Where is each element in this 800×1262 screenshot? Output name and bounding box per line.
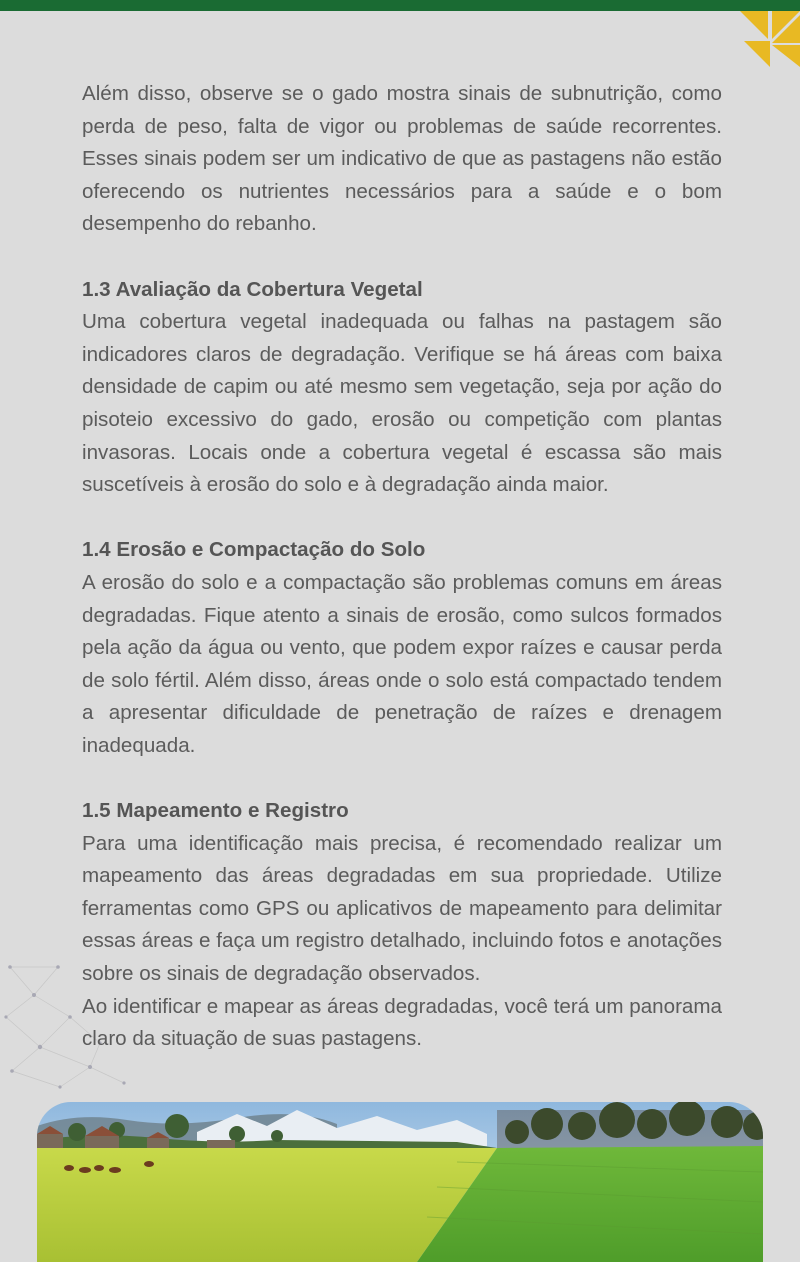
- section-heading-1-3: 1.3 Avaliação da Cobertura Vegetal: [82, 277, 423, 301]
- top-green-bar: [0, 0, 800, 11]
- article-body: [82, 78, 722, 1056]
- section-paragraph-1-5-closing: Ao identificar e mapear as áreas degradadas, você terá um panorama claro da situação de suas pastagens.: [82, 994, 722, 1051]
- yellow-triangles-icon: [740, 11, 800, 67]
- section-paragraph-1-4: A erosão do solo e a compactação são problemas comuns em áreas degradadas. Fique atento a sinais de erosão, como sulcos formados pela ação da água ou vento, que podem expor raízes e causar perda de solo fértil. Além disso, áreas onde o solo está compactado tendem a apresentar dificuldade de penetração de raízes e drenagem inadequada.: [82, 570, 722, 757]
- pasture-landscape-image: [37, 1102, 763, 1262]
- section-heading-1-5: 1.5 Mapeamento e Registro: [82, 799, 349, 823]
- section-paragraph-1-5: Para uma identificação mais precisa, é recomendado realizar um mapeamento das áreas degradadas em sua propriedade. Utilize ferramentas como GPS ou aplicativos de mapeamento para delimitar essas áreas e faça um registro detalhado, incluindo fotos e anotações sobre os sinais de degradação observados.: [82, 831, 722, 986]
- section-paragraph-1-3: Uma cobertura vegetal inadequada ou falhas na pastagem são indicadores claros de degradação. Verifique se há áreas com baixa densidade de capim ou até mesmo sem vegetação, seja por ação do pisoteio excessivo do gado, erosão ou competição com plantas invasoras. Locais onde a cobertura vegetal é escassa são mais suscetíveis à erosão do solo e à degradação ainda maior.: [82, 310, 722, 497]
- section-heading-1-4: 1.4 Erosão e Compactação do Solo: [82, 538, 426, 562]
- intro-paragraph: Além disso, observe se o gado mostra sinais de subnutrição, como perda de peso, falta de vigor ou problemas de saúde recorrentes. Esses sinais podem ser um indicativo de que as pastagens não estão oferecendo os nutrientes necessários para a saúde e o bom desempenho do rebanho.: [82, 82, 722, 236]
